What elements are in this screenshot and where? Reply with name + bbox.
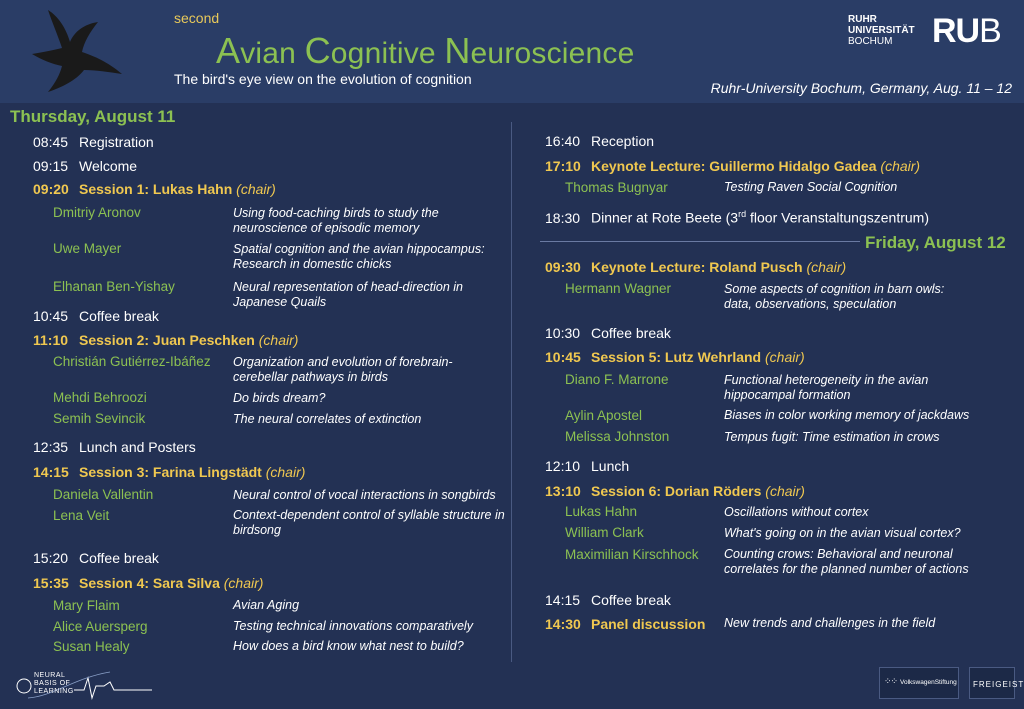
- title-fragment: vian: [240, 37, 305, 70]
- university-line: UNIVERSITÄT: [848, 25, 915, 36]
- session-label: Session 1: Lukas Hahn: [79, 181, 233, 197]
- speaker-name: Semih Sevincik: [53, 411, 146, 426]
- sponsor-name: VolkswagenStiftung: [900, 679, 957, 686]
- talk-title: Tempus fugit: Time estimation in crows: [724, 430, 940, 444]
- talk-title: New trends and challenges in the field: [724, 616, 936, 630]
- chair-note: (chair): [223, 575, 264, 591]
- day-heading-thursday: Thursday, August 11: [10, 107, 176, 126]
- speaker-name: Daniela Vallentin: [53, 487, 154, 502]
- session-label: Panel discussion: [591, 616, 706, 632]
- chair-note: (chair): [236, 181, 276, 197]
- day-divider: [540, 241, 860, 242]
- speaker-name: Susan Healy: [53, 639, 130, 654]
- rub-logo-main: RU: [932, 12, 980, 50]
- university-line: BOCHUM: [848, 36, 893, 47]
- session-heading: [545, 349, 805, 365]
- schedule-item: [545, 592, 671, 608]
- talk-title: Some aspects of cognition in barn owls: data, observations, speculation: [724, 282, 945, 311]
- session-heading: [33, 332, 298, 348]
- session-time: 11:10: [33, 332, 69, 348]
- item-time: 14:15: [545, 592, 581, 608]
- session-time: 15:35: [33, 575, 69, 591]
- session-label: Session 4: Sara Silva: [79, 575, 220, 591]
- session-heading: [33, 181, 276, 197]
- chair-note: (chair): [765, 349, 805, 365]
- item-label: Dinner at Rote Beete (3: [591, 209, 739, 226]
- neural-basis-line: BASIS OF: [34, 680, 71, 687]
- session-heading: [33, 575, 263, 591]
- session-time: 09:30: [545, 259, 581, 275]
- talk-title: How does a bird know what nest to build?: [233, 639, 464, 653]
- session-time: 13:10: [545, 483, 581, 499]
- talk-title: Testing technical innovations comparatively: [233, 619, 473, 633]
- schedule-item: [33, 550, 159, 566]
- item-label: Lunch and Posters: [79, 439, 196, 455]
- chair-note: (chair): [265, 464, 306, 480]
- talk-title: Oscillations without cortex: [724, 505, 869, 519]
- item-label: Lunch: [591, 458, 630, 474]
- item-label: Reception: [591, 133, 655, 149]
- talk-title: Neural representation of head-direction in Japanese Quails: [233, 280, 463, 309]
- talk-title: Organization and evolution of forebrain-cerebellar pathways in birds: [233, 355, 453, 384]
- schedule-item: [545, 209, 929, 226]
- item-label-superscript: rd: [738, 209, 747, 219]
- edition-label: second: [174, 10, 220, 26]
- speaker-name: Lukas Hahn: [565, 504, 638, 519]
- schedule-item: [33, 439, 196, 455]
- title-initial: C: [304, 30, 331, 71]
- item-time: 08:45: [33, 134, 69, 150]
- speaker-name: Mehdi Behroozi: [53, 390, 147, 405]
- talk-title: Using food-caching birds to study the neuroscience of episodic memory: [233, 206, 439, 235]
- item-label: floor Veranstaltungszentrum): [746, 209, 929, 226]
- bird-silhouette-icon: [18, 2, 128, 94]
- talk-title: Testing Raven Social Cognition: [724, 180, 898, 194]
- schedule-item: [33, 308, 159, 324]
- item-label: Coffee break: [591, 592, 671, 608]
- speaker-name: Mary Flaim: [53, 598, 120, 613]
- session-heading: [545, 616, 705, 632]
- speaker-name: Alice Auersperg: [53, 619, 148, 634]
- session-time: 14:30: [545, 616, 581, 632]
- volkswagen-dots-icon: ⁘⁘: [884, 676, 898, 686]
- column-divider: [511, 122, 512, 662]
- item-label: Welcome: [79, 158, 138, 174]
- session-heading: [33, 464, 305, 480]
- speaker-name: Thomas Bugnyar: [565, 180, 668, 195]
- day-heading-friday: Friday, August 12: [865, 233, 1006, 252]
- speaker-name: Hermann Wagner: [565, 281, 672, 296]
- item-label: Registration: [79, 134, 154, 150]
- schedule-item: [545, 325, 671, 341]
- talk-title: Neural control of vocal interactions in songbirds: [233, 488, 496, 502]
- talk-title: Counting crows: Behavioral and neuronal correlates for the planned number of actions: [724, 547, 969, 576]
- schedule-item: [33, 158, 137, 174]
- session-heading: [545, 259, 846, 275]
- session-time: 14:15: [33, 464, 69, 480]
- session-label: Session 6: Dorian Röders: [591, 483, 762, 499]
- speaker-name: Diano F. Marrone: [565, 372, 669, 387]
- item-time: 12:10: [545, 458, 581, 474]
- chair-note: (chair): [765, 483, 805, 499]
- item-label: Coffee break: [79, 550, 159, 566]
- talk-title: The neural correlates of extinction: [233, 412, 422, 426]
- item-time: 10:45: [33, 308, 69, 324]
- title-fragment: euroscience: [470, 37, 635, 70]
- item-time: 18:30: [545, 209, 581, 226]
- talk-title: What's going on in the avian visual cortex?: [724, 526, 961, 540]
- schedule-item: [545, 458, 629, 474]
- speaker-name: Lena Veit: [53, 508, 110, 523]
- speaker-name: Aylin Apostel: [565, 408, 643, 423]
- title-initial: N: [444, 30, 471, 71]
- talk-title: Avian Aging: [233, 598, 300, 612]
- title-initial: A: [216, 30, 241, 71]
- talk-title: Context-dependent control of syllable structure in birdsong: [233, 508, 505, 537]
- chair-note: (chair): [880, 158, 921, 174]
- schedule-item: [545, 133, 654, 149]
- university-name: [848, 14, 915, 47]
- session-label: Session 3: Farina Lingstädt: [79, 464, 262, 480]
- schedule-item: [33, 134, 154, 150]
- session-time: 17:10: [545, 158, 581, 174]
- rub-logo-last: B: [979, 12, 1001, 50]
- speaker-name: Melissa Johnston: [565, 429, 670, 444]
- session-time: 09:20: [33, 181, 69, 197]
- speaker-name: Christián Gutiérrez-Ibáñez: [53, 354, 211, 369]
- conference-subtitle: The bird's eye view on the evolution of cognition: [174, 71, 472, 87]
- talk-title: Functional heterogeneity in the avian hippocampal formation: [724, 373, 929, 402]
- title-fragment: ognitive: [330, 37, 445, 70]
- speaker-name: Maximilian Kirschhock: [565, 547, 699, 562]
- item-time: 10:30: [545, 325, 581, 341]
- session-label: Session 2: Juan Peschken: [79, 332, 255, 348]
- session-time: 10:45: [545, 349, 581, 365]
- talk-title: Do birds dream?: [233, 391, 326, 405]
- rub-logo: [932, 12, 1001, 51]
- chair-note: (chair): [258, 332, 299, 348]
- speaker-name: Dmitriy Aronov: [53, 205, 141, 220]
- speaker-name: William Clark: [565, 525, 644, 540]
- session-label: Session 5: Lutz Wehrland: [591, 349, 762, 365]
- chair-note: (chair): [806, 259, 847, 275]
- item-time: 15:20: [33, 550, 69, 566]
- sponsor-name: FREIGEIST: [973, 680, 1024, 689]
- talk-title: Spatial cognition and the avian hippocampus: Research in domestic chicks: [233, 242, 485, 271]
- session-heading: [545, 158, 920, 174]
- university-line: RUHR: [848, 14, 877, 25]
- conference-title: [216, 30, 635, 72]
- item-time: 09:15: [33, 158, 69, 174]
- venue-date: Ruhr-University Bochum, Germany, Aug. 11 – 12: [710, 80, 1012, 96]
- session-heading: [545, 483, 805, 499]
- item-time: 12:35: [33, 439, 69, 455]
- speaker-name: Uwe Mayer: [53, 241, 122, 256]
- session-label: Keynote Lecture: Roland Pusch: [591, 259, 803, 275]
- neural-basis-line: LEARNING: [34, 688, 74, 695]
- session-label: Keynote Lecture: Guillermo Hidalgo Gadea: [591, 158, 877, 174]
- item-label: Coffee break: [79, 308, 159, 324]
- item-label: Coffee break: [591, 325, 671, 341]
- neural-basis-label: [34, 672, 74, 696]
- neural-basis-line: NEURAL: [34, 672, 66, 679]
- item-time: 16:40: [545, 133, 581, 149]
- speaker-name: Elhanan Ben-Yishay: [53, 279, 175, 294]
- talk-title: Biases in color working memory of jackdaws: [724, 408, 970, 422]
